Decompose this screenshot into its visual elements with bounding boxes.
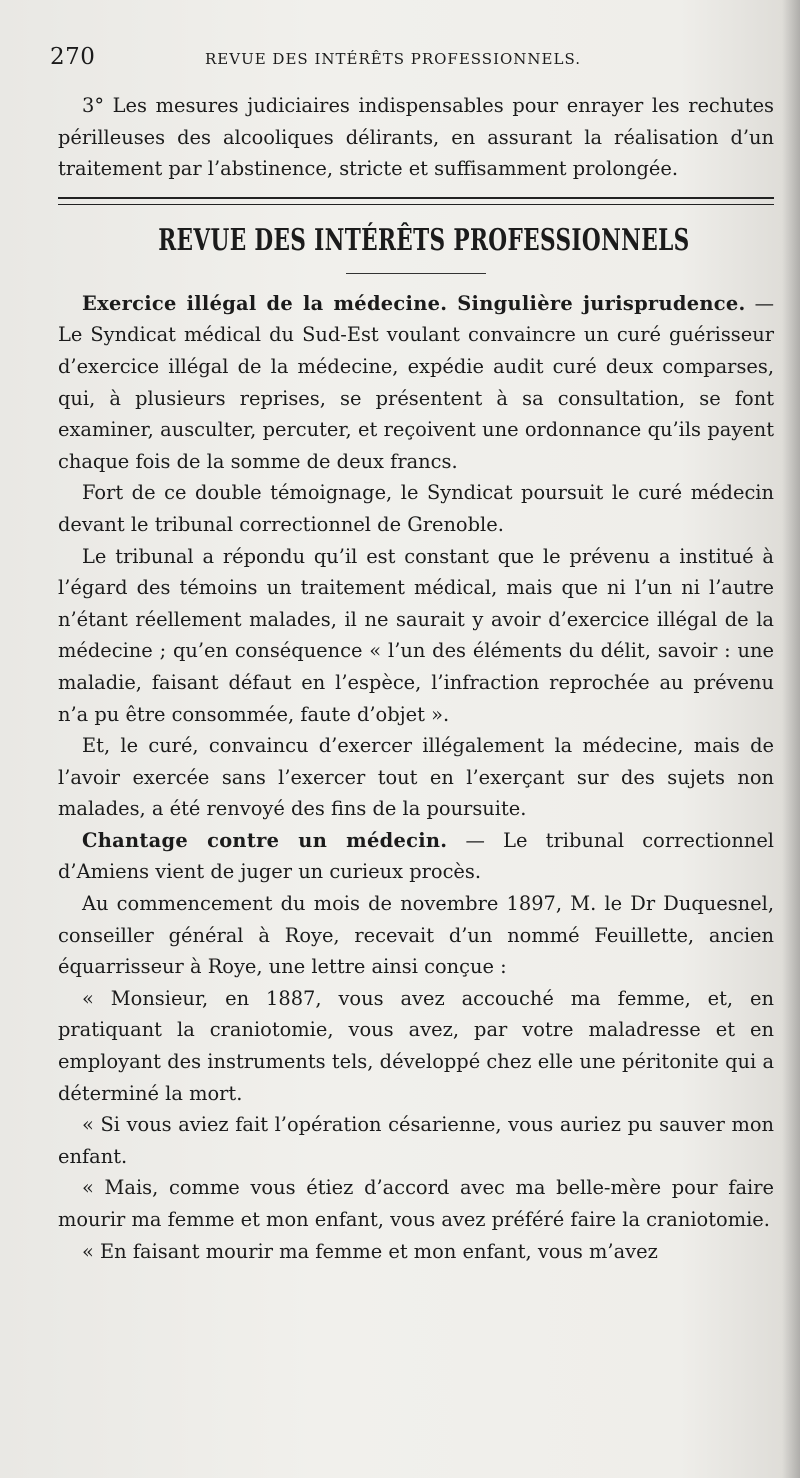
- intro-paragraph: 3° Les mesures judiciaires indispensables pour enrayer les rechutes périlleuses des alcooliques délirants, en assurant la réalisation d’un traitement par l’abstinence, stricte et suffisamment prolongée.: [58, 94, 774, 181]
- article-blackmail-p2: Au commencement du mois de novembre 1897, M. le Dr Duquesnel, conseiller général à Roye, recevait d’un nommé Feuillette, ancien équarrisseur à Roye, une lettre ainsi conçue :: [58, 892, 774, 979]
- heading-dash: —: [745, 291, 774, 315]
- article-text: Le Syndicat médical du Sud-Est voulant convaincre un curé guérisseur d’exercice illégal de la médecine, expédie audit curé deux comparses, qui, à plusieurs reprises, se présentent à sa consultation, se font examiner, ausculter, percuter, et reçoivent une ordonnance qu’ils payent chaque fois de la somme de deux francs.: [58, 323, 774, 473]
- heading-dash: —: [447, 828, 504, 852]
- article-blackmail-p6: « En faisant mourir ma femme et mon enfant, vous m’avez: [82, 1239, 658, 1263]
- article-heading-blackmail: Chantage contre un médecin.: [82, 828, 448, 852]
- article-illegal-practice-p2: Fort de ce double témoignage, le Syndicat poursuit le curé médecin devant le tribunal correctionnel de Grenoble.: [58, 481, 774, 536]
- article-blackmail-p4: « Si vous aviez fait l’opération césarienne, vous auriez pu sauver mon enfant.: [58, 1113, 774, 1168]
- double-rule-divider: [58, 197, 774, 205]
- article-blackmail-p1: [58, 825, 774, 888]
- article-illegal-practice-p1: [58, 288, 774, 478]
- running-header: [50, 44, 750, 74]
- running-title: REVUE DES INTÉRÊTS PROFESSIONNELS.: [205, 50, 581, 68]
- article-text: Le tribunal correctionnel d’Amiens vient de juger un curieux procès.: [58, 828, 775, 884]
- article-blackmail-p5: « Mais, comme vous étiez d’accord avec ma belle-mère pour faire mourir ma femme et mon enfant, vous avez préféré faire la craniotomie.: [58, 1176, 774, 1231]
- article-blackmail-p3: « Monsieur, en 1887, vous avez accouché ma femme, et, en pratiquant la craniotomie, vous avez, par votre maladresse et en employant des instruments tels, développé chez elle une péritonite qui a déterminé la mort.: [58, 986, 774, 1105]
- article-heading-illegal-practice: Exercice illégal de la médecine. Singulière jurisprudence.: [82, 291, 746, 315]
- article-illegal-practice-p4: Et, le curé, convaincu d’exercer illégalement la médecine, mais de l’avoir exercée sans l’exercer tout en l’exerçant sur des sujets non malades, a été renvoyé des fins de la poursuite.: [58, 734, 774, 821]
- page-body: [58, 90, 774, 1267]
- page-number: 270: [50, 44, 96, 70]
- page-edge-shadow: [782, 0, 800, 1478]
- short-rule-divider: [346, 273, 486, 274]
- section-title: REVUE DES INTÉRÊTS PROFESSIONNELS: [158, 222, 690, 258]
- article-illegal-practice-p3: Le tribunal a répondu qu’il est constant que le prévenu a institué à l’égard des témoins un traitement médical, mais que ni l’un ni l’autre n’étant réellement malades, il ne saurait y avoir d’exercice illégal de la médecine ; qu’en conséquence « l’un des éléments du délit, savoir : une maladie, faisant défaut en l’espèce, l’infraction reprochée au prévenu n’a pu être consommée, faute d’objet ».: [58, 544, 774, 726]
